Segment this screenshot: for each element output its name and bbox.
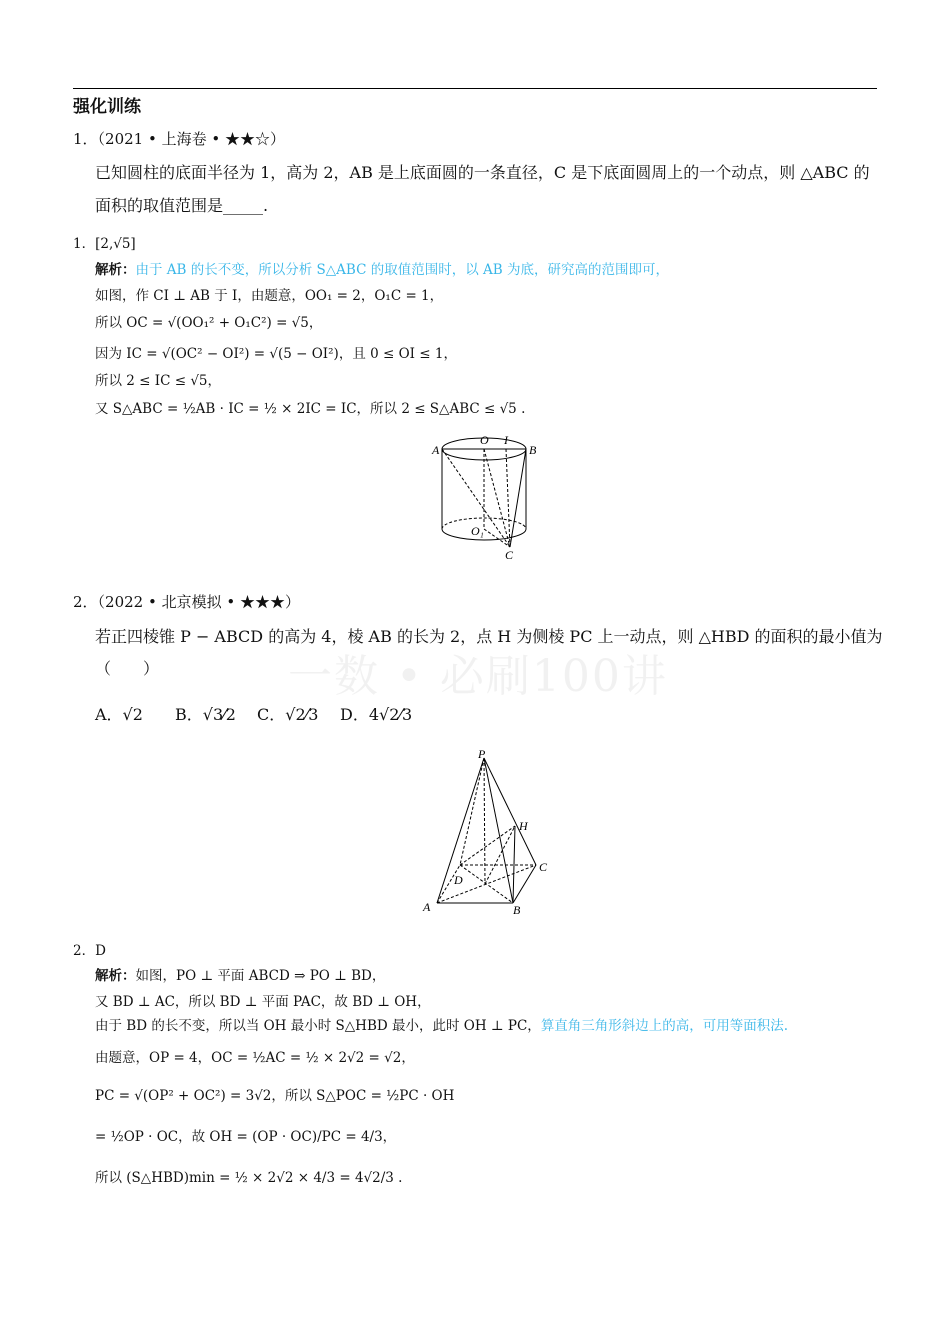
section-title: 强化训练 <box>73 97 141 117</box>
top-rule <box>73 88 877 89</box>
cylinder-figure <box>425 428 545 563</box>
pyr-label-p: P <box>478 748 486 761</box>
a1-line: 因为 IC = √(OC² − OI²) = √(5 − OI²)，且 0 ≤ OI ≤ 1， <box>95 346 457 362</box>
a2-line: 由题意，OP = 4，OC = ½AC = ½ × 2√2 = √2， <box>95 1050 415 1066</box>
watermark: 一数 • 必刷100讲 <box>288 651 668 702</box>
pyr-label-b: B <box>513 903 521 917</box>
a1-line: 如图，作 CI ⊥ AB 于 I，由题意，OO₁ = 2，O₁C = 1， <box>95 288 444 304</box>
a1-analysis <box>95 258 669 278</box>
a1-analysis-label: 解析： <box>95 262 136 278</box>
cyl-label-i: I <box>504 433 508 447</box>
q2-option-d: D．4√2⁄3 <box>340 705 413 724</box>
a2-line: 又 BD ⊥ AC，所以 BD ⊥ 平面 PAC，故 BD ⊥ OH， <box>95 994 431 1010</box>
cyl-label-o1: O₁ <box>471 524 484 538</box>
q2-option-a: A．√2 <box>95 705 143 724</box>
a2-analysis-label: 解析： <box>95 968 136 984</box>
a2-line: 所以 (S△HBD)min = ½ × 2√2 × 4/3 = 4√2/3 . <box>95 1170 403 1186</box>
cyl-label-a: A <box>432 443 440 457</box>
cyl-label-o: O <box>480 433 489 447</box>
a2-note: 算直角三角形斜边上的高，可用等面积法. <box>540 1018 789 1034</box>
q2-option-c: C．√2⁄3 <box>257 705 319 724</box>
q2-option-b: B．√3⁄2 <box>175 705 236 724</box>
a1-line: 又 S△ABC = ½AB · IC = ½ × 2IC = IC，所以 2 ≤ S△ABC ≤ √5 . <box>95 401 526 417</box>
cyl-label-b: B <box>529 443 537 457</box>
q1-line1: 已知圆柱的底面半径为 1，高为 2，AB 是上底面圆的一条直径，C 是下底面圆周上的一个动点，则 △ABC 的 <box>95 163 870 182</box>
q2-line1: 若正四棱锥 P − ABCD 的高为 4，棱 AB 的长为 2，点 H 为侧棱 PC 上一动点，则 △HBD 的面积的最小值为 <box>95 627 883 646</box>
pyr-label-c: C <box>539 860 548 874</box>
q2-header: 2．（2022 • 北京模拟 • ★★★） <box>73 593 300 611</box>
pyr-label-a: A <box>423 900 431 914</box>
pyr-label-h: H <box>519 819 528 833</box>
a2-line: 如图，PO ⊥ 平面 ABCD ⇒ PO ⊥ BD， <box>135 968 386 984</box>
a1-line: 所以 OC = √(OO₁² + O₁C²) = √5， <box>95 315 323 331</box>
a2-answer: 2．D <box>73 943 106 959</box>
pyr-label-d: D <box>454 873 463 887</box>
a2-line-with-note <box>95 1014 788 1034</box>
a2-line: = ½OP · OC，故 OH = (OP · OC)/PC = 4/3， <box>95 1129 397 1145</box>
q1-line2: 面积的取值范围是_____. <box>95 196 269 215</box>
pyramid-figure <box>415 748 560 920</box>
a2-line: PC = √(OP² + OC²) = 3√2，所以 S△POC = ½PC · OH <box>95 1088 455 1104</box>
a2-line: 由于 BD 的长不变，所以当 OH 最小时 S△HBD 最小，此时 OH ⊥ PC， <box>95 1018 541 1034</box>
a1-answer: 1．[2,√5] <box>73 236 136 252</box>
a1-line: 所以 2 ≤ IC ≤ √5， <box>95 373 222 389</box>
cyl-label-c: C <box>505 548 514 562</box>
q1-header: 1．（2021 • 上海卷 • ★★☆） <box>73 130 285 148</box>
q2-line2: （ ） <box>95 659 160 678</box>
a2-analysis <box>95 964 385 984</box>
a1-analysis-note: 由于 AB 的长不变，所以分析 S△ABC 的取值范围时，以 AB 为底，研究高的范围即可， <box>135 262 669 278</box>
